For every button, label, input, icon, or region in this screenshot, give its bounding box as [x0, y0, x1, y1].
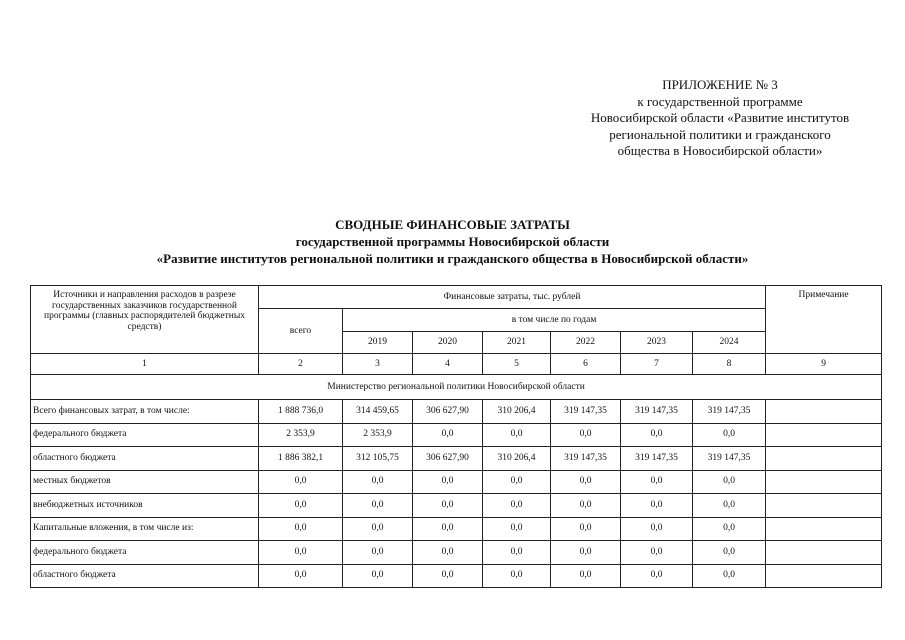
row-label-cell: областного бюджета — [31, 564, 259, 588]
row-year-value-cell: 0,0 — [413, 423, 483, 447]
row-label-cell: областного бюджета — [31, 447, 259, 471]
row-note-cell — [766, 517, 882, 541]
table-row — [31, 494, 882, 518]
row-year-value-cell: 0,0 — [621, 423, 693, 447]
row-year-value-cell: 0,0 — [621, 470, 693, 494]
column-number-cell: 2 — [259, 354, 343, 375]
row-year-value-cell: 319 147,35 — [621, 400, 693, 424]
row-note-cell — [766, 400, 882, 424]
column-number-cell: 6 — [551, 354, 621, 375]
row-year-value-cell: 319 147,35 — [693, 447, 766, 471]
row-year-value-cell: 0,0 — [551, 541, 621, 565]
column-number-cell: 9 — [766, 354, 882, 375]
header-total-cell: всего — [259, 309, 343, 354]
row-year-value-cell: 0,0 — [413, 541, 483, 565]
row-year-value-cell: 0,0 — [693, 470, 766, 494]
annex-line: общества в Новосибирской области» — [617, 143, 823, 158]
header-sources-cell: Источники и направления расходов в разрезе государственных заказчиков государственной программы (главных распорядителей бюджетных средств) — [31, 286, 259, 354]
document-title — [0, 216, 905, 267]
row-year-value-cell: 312 105,75 — [343, 447, 413, 471]
annex-caption — [560, 77, 880, 160]
row-label-cell: федерального бюджета — [31, 541, 259, 565]
row-year-value-cell: 0,0 — [343, 517, 413, 541]
header-year-cell: 2023 — [621, 332, 693, 354]
row-year-value-cell: 0,0 — [621, 494, 693, 518]
annex-line: Новосибирской области «Развитие институтов — [590, 110, 850, 125]
table-row — [31, 564, 882, 588]
row-year-value-cell: 319 147,35 — [693, 400, 766, 424]
header-by-years-cell: в том числе по годам — [343, 309, 766, 332]
row-year-value-cell: 0,0 — [483, 564, 551, 588]
row-note-cell — [766, 494, 882, 518]
row-year-value-cell: 314 459,65 — [343, 400, 413, 424]
row-year-value-cell: 2 353,9 — [343, 423, 413, 447]
row-total-cell: 1 888 736,0 — [259, 400, 343, 424]
row-note-cell — [766, 541, 882, 565]
header-year-cell: 2020 — [413, 332, 483, 354]
header-year-cell: 2021 — [483, 332, 551, 354]
column-number-cell: 5 — [483, 354, 551, 375]
row-note-cell — [766, 447, 882, 471]
row-total-cell: 2 353,9 — [259, 423, 343, 447]
row-year-value-cell: 319 147,35 — [621, 447, 693, 471]
row-year-value-cell: 0,0 — [621, 541, 693, 565]
column-number-cell: 7 — [621, 354, 693, 375]
header-year-cell: 2022 — [551, 332, 621, 354]
row-label-cell: федерального бюджета — [31, 423, 259, 447]
row-year-value-cell: 0,0 — [413, 470, 483, 494]
ministry-row — [31, 375, 882, 400]
row-year-value-cell: 306 627,90 — [413, 400, 483, 424]
row-year-value-cell: 0,0 — [483, 470, 551, 494]
row-year-value-cell: 0,0 — [413, 517, 483, 541]
row-year-value-cell: 0,0 — [483, 494, 551, 518]
row-note-cell — [766, 564, 882, 588]
row-year-value-cell: 0,0 — [343, 541, 413, 565]
row-year-value-cell: 0,0 — [343, 494, 413, 518]
row-year-value-cell: 0,0 — [693, 564, 766, 588]
column-number-cell: 3 — [343, 354, 413, 375]
row-year-value-cell: 0,0 — [693, 517, 766, 541]
column-number-cell: 8 — [693, 354, 766, 375]
row-total-cell: 0,0 — [259, 494, 343, 518]
header-year-cell: 2019 — [343, 332, 413, 354]
row-total-cell: 0,0 — [259, 470, 343, 494]
row-year-value-cell: 0,0 — [693, 494, 766, 518]
header-year-cell: 2024 — [693, 332, 766, 354]
row-year-value-cell: 310 206,4 — [483, 400, 551, 424]
row-note-cell — [766, 423, 882, 447]
row-total-cell: 0,0 — [259, 517, 343, 541]
column-numbers-row — [31, 354, 882, 375]
row-year-value-cell: 0,0 — [693, 541, 766, 565]
title-line-1: СВОДНЫЕ ФИНАНСОВЫЕ ЗАТРАТЫ — [335, 217, 570, 232]
row-year-value-cell: 0,0 — [551, 494, 621, 518]
row-year-value-cell: 0,0 — [551, 564, 621, 588]
row-year-value-cell: 319 147,35 — [551, 447, 621, 471]
row-year-value-cell: 319 147,35 — [551, 400, 621, 424]
row-year-value-cell: 0,0 — [413, 494, 483, 518]
table-row — [31, 541, 882, 565]
row-label-cell: внебюджетных источников — [31, 494, 259, 518]
row-year-value-cell: 0,0 — [413, 564, 483, 588]
row-label-cell: Всего финансовых затрат, в том числе: — [31, 400, 259, 424]
row-year-value-cell: 0,0 — [621, 517, 693, 541]
column-number-cell: 1 — [31, 354, 259, 375]
annex-line: к государственной программе — [637, 93, 803, 109]
title-line-3: «Развитие институтов региональной политики и гражданского общества в Новосибирской области» — [156, 251, 749, 266]
row-label-cell: Капитальные вложения, в том числе из: — [31, 517, 259, 541]
row-label-cell: местных бюджетов — [31, 470, 259, 494]
table-row — [31, 400, 882, 424]
column-number-cell: 4 — [413, 354, 483, 375]
row-year-value-cell: 0,0 — [343, 564, 413, 588]
title-line-2: государственной программы Новосибирской области — [295, 234, 610, 249]
row-total-cell: 0,0 — [259, 541, 343, 565]
table-row — [31, 517, 882, 541]
header-row — [31, 286, 882, 309]
table-row — [31, 423, 882, 447]
row-year-value-cell: 310 206,4 — [483, 447, 551, 471]
header-note-cell: Примечание — [766, 286, 882, 354]
ministry-cell: Министерство региональной политики Новосибирской области — [31, 375, 882, 400]
header-financial-cell: Финансовые затраты, тыс. рублей — [259, 286, 766, 309]
row-year-value-cell: 0,0 — [621, 564, 693, 588]
annex-line: региональной политики и гражданского — [609, 126, 831, 142]
row-year-value-cell: 0,0 — [483, 517, 551, 541]
row-year-value-cell: 0,0 — [551, 423, 621, 447]
row-total-cell: 1 886 382,1 — [259, 447, 343, 471]
row-year-value-cell: 0,0 — [343, 470, 413, 494]
table-row — [31, 470, 882, 494]
row-year-value-cell: 0,0 — [551, 517, 621, 541]
row-year-value-cell: 0,0 — [483, 423, 551, 447]
row-note-cell — [766, 470, 882, 494]
row-year-value-cell: 0,0 — [693, 423, 766, 447]
table-row — [31, 447, 882, 471]
row-total-cell: 0,0 — [259, 564, 343, 588]
row-year-value-cell: 306 627,90 — [413, 447, 483, 471]
row-year-value-cell: 0,0 — [483, 541, 551, 565]
row-year-value-cell: 0,0 — [551, 470, 621, 494]
financial-costs-table — [30, 285, 882, 588]
annex-line: ПРИЛОЖЕНИЕ № 3 — [662, 77, 778, 92]
